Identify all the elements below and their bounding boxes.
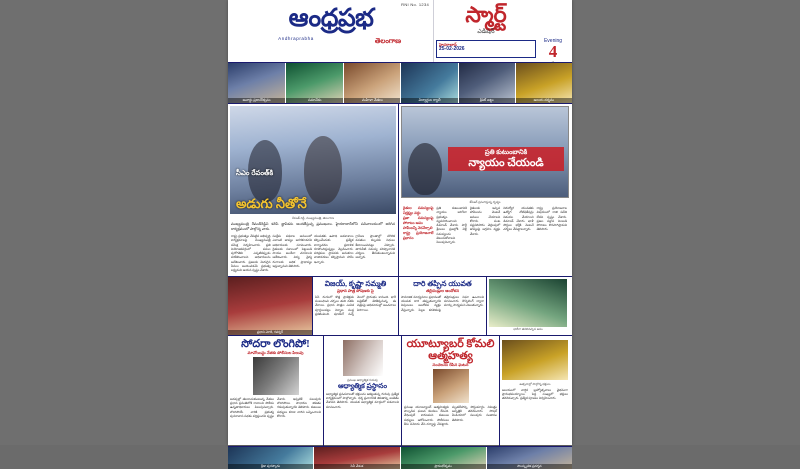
photo-crowd-gathering [487, 277, 569, 335]
story-body: ఆధ్యాత్మిక ప్రవచనాలతో భక్తులను ఆకట్టుకున్న గురువు ప్రత్యేక కార్యక్రమంలో పాల్గొన్నారు. ధర్మ ప్రచారానికి జీవితాన్ని అంకితం చేశానని తెలిపారు. యువత ఆధ్యాత్మిక మార్గంలో నడవాలని సూచించారు. [326, 391, 399, 409]
story-youtuber-suicide [402, 336, 500, 446]
lead-column: గ్రామీణ ప్రాంతాల్లో మౌలిక వసతుల కల్పనకు నిధులు కేటాయించినట్లు చెప్పారు. తాగునీటి సమస్య పరిష్కారానికి చర్యలు తీసుకుంటున్నామని అన్నారు. [355, 234, 395, 260]
kcr-photo-caption: కేసీఆర్ ప్రసంగిస్తున్న దృశ్యం [469, 200, 501, 204]
photo-festival-devotees [502, 340, 568, 380]
lead-photo-kcr-speech [401, 106, 569, 198]
page-number: 4 [548, 42, 558, 61]
story-body: సినీ రంగంలో కొత్త ప్రాజెక్టుకు సంబంధించి చర్చలు తుది దశకు చేరాయి. ప్రధాన పాత్రల ఎంపిక పూర్తయినట్లు నిర్మాణ సంస్థ ప్రకటించింది. షూటింగ్ వచ్చే నెలలో ప్రారంభం కానుంది. భారీ బడ్జెట్‌తో తెరకెక్కనున్న ఈ చిత్రంపై అభిమానుల్లో అంచనాలు పెరిగాయి. [315, 294, 396, 316]
newspaper-title: ఆంధ్రప్రభ [288, 5, 374, 32]
story-subhead: తల్లిదండ్రుల ఆందోళన [425, 287, 460, 293]
photo-caption: సినీ వేడుక [314, 464, 399, 469]
lead-column: రాష్ట్ర ప్రభుత్వం చేపట్టిన అభివృద్ధి కార్యక్రమాలపై ముఖ్యమంత్రి సమీక్ష నిర్వహించారు. ప్రతి నియోజకవర్గంలో పనుల పురోగతిని ఎప్పటికప్పుడు పరిశీలించాలని అధికారులను ఆదేశించారు. ప్రజలకు మెరుగైన సేవలు అందించడమే ప్రభుత్వ లక్ష్యమని ఆయన స్పష్టం చేశారు. [231, 234, 271, 273]
kcr-highlight: ప్రజా సమస్యలపై పోరాటం ఆపం [403, 216, 434, 225]
story-body: ఆలయంలో వార్షిక బ్రహ్మోత్సవాలు వైభవంగా ప్రారంభమయ్యాయి. పెద్ద సంఖ్యలో భక్తులు తరలివచ్చారు. ప్రత్యేక పూజలు నిర్వహించారు. [502, 387, 568, 401]
photo-caption: ప్రారంభోత్సవం [401, 464, 486, 469]
kcr-highlight: హామీలన్నీ నెరవేర్చాలి [403, 226, 433, 230]
lead-body-columns [228, 233, 398, 276]
photo-caption: మహిళా నేతలు [344, 98, 400, 103]
lead-story-left [228, 104, 399, 276]
kcr-highlight: రైతుల సమస్యలపై నిర్లక్ష్యం వద్దు [403, 206, 434, 215]
story-body: ప్రముఖ యూట్యూబర్ ఆత్మహత్యకు పాల్పడిన ఘటన కలకలం రేపింది. వేధింపులే కారణమని కుటుంబ సభ్యులు ఆరోపించారు. పోలీసులు కేసు నమోదు చేసి దర్యాప్తు చేపట్టారు. మృతదేహాన్ని పోస్టుమార్టం నిమిత్తం ఆస్పత్రికి తరలించారు. సోషల్ మీడియాలో పలువురు సంతాపం తెలిపారు. [404, 404, 497, 426]
photo-caption: ప్రధాని మోదీ, గవర్నర్ [228, 330, 312, 335]
masthead-left [228, 0, 434, 62]
top-photo-strip [228, 63, 572, 104]
photo-caption: క్రికెట్ జట్టు [459, 98, 515, 103]
newspaper-title-english: Andhraprabha [278, 36, 314, 41]
lead-kicker: సీఎం రేవంత్‌కి [236, 170, 274, 177]
photo-maoist-leader [253, 357, 299, 395]
kcr-body-col: ప్రతి కుటుంబానికి న్యాయం జరిగేలా ప్రభుత్వం వ్యవహరించాలని డిమాండ్ చేశారు. పార్టీ శ్రేణులు ప్రజల్లోకి వెళ్లి సమస్యలను తెలుసుకోవాలని పిలుపునిచ్చారు. [436, 206, 467, 245]
lead-caption: ముఖ్యమంత్రి రేవంత్‌రెడ్డిని కలిసి జ్ఞాపికను అందజేస్తున్న ప్రముఖులు. హైదరాబాద్‌లోని సచివాలయంలో జరిగిన కార్యక్రమంలో పాల్గొన్న వారు. [231, 222, 395, 231]
photo-caption: భారీగా తరలివచ్చిన జనం [513, 326, 543, 331]
masthead [228, 0, 572, 63]
kcr-headline-line2: న్యాయం [468, 157, 505, 169]
kcr-body-col: నిరుద్యోగ యువతకు ఉద్యోగ నోటిఫికేషన్లు విడుదల చేయాలని డిమాండ్ చేశారు. ఖాళీ పోస్టుల భర్తీకి వెంటనే చర్యలు చేపట్టాలన్నారు. [503, 206, 534, 232]
edition-place: హైదరాబాద్ [439, 42, 457, 47]
photo-sports-award [228, 447, 314, 469]
photo-caption: అవార్డు ప్రదానోత్సవం [228, 98, 285, 103]
lead-row [228, 104, 572, 277]
story-temple-festival [500, 336, 570, 446]
photo-caption: సాంస్కృతిక ప్రదర్శన [487, 464, 572, 469]
photo-caption: ప్రముఖ ఆధ్యాత్మిక గురువు [347, 377, 378, 382]
lead-column: యువతకు ఉపాధి అవకాశాలు కల్పించేందుకు ప్రత్యేక కార్యాచరణ ప్రణాళిక రూపొందిస్తున్నట్లు వెల్లడించారు. పరిశ్రమల స్థాపనకు అనుకూల వాతావరణం కల్పిస్తామని హామీ ఇచ్చారు. [314, 234, 354, 264]
newspaper-page [228, 0, 572, 469]
smart-edition-title: స్మార్ట్ [465, 2, 507, 27]
kcr-highlight-columns [399, 204, 571, 247]
photo-leader-pair [228, 277, 313, 335]
main-content-area [228, 104, 572, 469]
lead-photo-caption: రేవంత్ రెడ్డి, ముఖ్యమంత్రి, తెలంగాణ [291, 216, 335, 220]
lead-headline: అడుగు నీతోనే [236, 196, 307, 211]
photo-caption: ఉత్సవాల్లో పాల్గొన్న భక్తులు [519, 381, 551, 386]
photo-women-leaders [344, 63, 401, 103]
smart-edition-subtitle: ఎడిషన్ [477, 29, 495, 35]
kcr-headline-line1: ప్రతి కుటుంబానికి [484, 149, 528, 156]
lead-column: సంక్షేమ పథకాల అమలులో ఎలాంటి జాప్యం జరగకూడదని అధికారులకు సూచించారు. రైతులకు సకాలంలో పెట్టుబడి సాయం అందేలా చూడాలని ఆదేశించారు. విద్య, వైద్య రంగాలకు అధిక ప్రాధాన్యం ఇస్తున్నామని తెలిపారు. [272, 234, 312, 269]
lead-story-right [399, 104, 571, 276]
secondary-row [228, 277, 572, 336]
photo-cultural-show [487, 447, 572, 469]
photo-inauguration [401, 447, 487, 469]
story-body: అడవుల్లో తలదాచుకుంటున్న నేతలు ప్రధాన స్రవంతిలోకి రావాలని పోలీసు ఉన్నతాధికారులు పిలుపునిచ్చారు. లొంగిపోయే వారికి ప్రభుత్వ పునరావాస పథకం వర్తిస్తుందని స్పష్టం చేశారు. ఇప్పటికే పలువురు లొంగిపోయి సాధారణ జీవితం గడుపుతున్నారని తెలిపారు. కుటుంబ సభ్యులు కూడా వారిని ఒప్పించాలని కోరారు. [230, 396, 321, 418]
kcr-body-col: రాష్ట్ర ప్రయోజనాల విషయంలో రాజీ పడేది లేదని స్పష్టం చేశారు. ప్రజల పక్షాన నిలబడి పోరాటం కొనసాగిస్తామని తెలిపారు. [536, 206, 568, 232]
evening-label: Evening [543, 38, 563, 44]
story-headline: దారి తప్పిన యువత [413, 278, 472, 288]
story-subhead: ప్రధాన పాత్ర పోషణకు సై [337, 287, 374, 293]
story-headline: యూట్యూబర్ కోమలి ఆత్మహత్య [406, 337, 495, 362]
story-kicker: సంచలనం రేపిన ఘటన [432, 361, 469, 367]
edition-date: 25-02-2026 [439, 46, 465, 52]
photo-spiritual-guru [343, 340, 383, 376]
photo-caption: క్రీడా పురస్కారం [228, 464, 313, 469]
photo-film-event [314, 447, 400, 469]
story-headline: సోదరా లొంగిపో! [241, 337, 310, 350]
story-vijay-krishna [313, 277, 399, 335]
kcr-body-col: రైతులకు ఇచ్చిన హామీలను వెంటనే అమలు చేయాలని కోరారు. పంట నష్టపరిహారం చెల్లింపులో జాప్యంపై ఆగ్రహం వ్యక్తం చేశారు. [469, 206, 501, 236]
masthead-rni-text: RNI No. 1234 [401, 2, 429, 7]
photo-caption: సమావేశం [286, 98, 343, 103]
photo-caption: ఆలయ దర్శనం [516, 98, 572, 103]
story-body: సామాజిక మాధ్యమాల ప్రభావంతో యువత దారి తప్పుతున్నారని నిపుణులు ఆందోళన వ్యక్తం చేస్తున్నారు. పిల్లల కదలికలపై తల్లిదండ్రులు నిఘా ఉంచాలని సూచించారు. కౌన్సెలింగ్ ద్వారా మార్పు సాధ్యమని చెబుతున్నారు. [401, 294, 484, 312]
edition-region-label: తెలంగాణ [374, 38, 402, 45]
photo-meeting [286, 63, 344, 103]
photo-students-rally [401, 63, 458, 103]
photo-youtuber [433, 369, 469, 403]
photo-award-ceremony [228, 63, 286, 103]
story-kicker: మావోయిస్టు నేతకు పోలీసుల పిలుపు [247, 349, 304, 355]
bottom-photo-strip [228, 447, 572, 469]
story-headline: విజయ్, కృష్ణా సమ్మతి [324, 278, 387, 288]
story-headline: ఆధ్యాత్మిక ప్రస్థానం [337, 381, 388, 390]
kcr-headline-line3: చేయండి [507, 157, 544, 169]
date-bar [436, 40, 536, 58]
tertiary-row [228, 336, 572, 447]
kcr-headline-band [448, 147, 564, 171]
story-spiritual-journey [324, 336, 402, 446]
photo-temple [516, 63, 572, 103]
masthead-right [434, 0, 572, 62]
photo-cricket-team [459, 63, 516, 103]
lead-photo-cm-meeting [230, 106, 396, 214]
photo-caption: విద్యార్థుల ర్యాలీ [401, 98, 457, 103]
kcr-highlight-col [403, 206, 433, 245]
story-surrender-appeal [228, 336, 324, 446]
kcr-highlight: రాష్ట్ర ప్రయోజనాలే ప్రధానం [403, 231, 434, 240]
story-youth-astray [399, 277, 487, 335]
page-indicator [536, 38, 570, 60]
